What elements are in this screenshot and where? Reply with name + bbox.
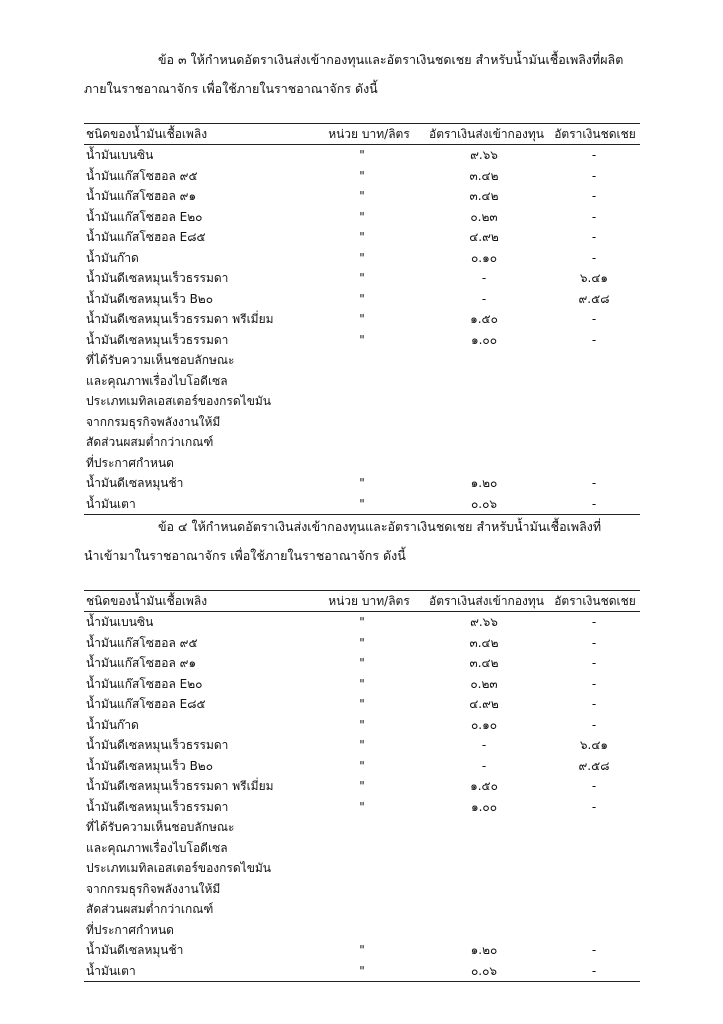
compensation-cell: - (591, 963, 597, 978)
fuel-name-cell: น้ำมันแก๊สโซฮอล E๘๕ (86, 230, 206, 244)
section-4-line-2: นำเข้ามาในราชอาณาจักร เพื่อใช้ภายในราชอาณาจักร ดังนี้ (84, 548, 406, 563)
compensation-cell: - (591, 230, 597, 244)
contribution-cell: ๑.๕๐ (470, 312, 498, 326)
compensation-cell: ๖.๔๑ (579, 738, 609, 752)
compensation-cell: - (591, 656, 597, 670)
table-bottom-rule (84, 981, 640, 982)
contribution-cell: ๐.๐๖ (470, 963, 498, 978)
table-row (84, 248, 640, 269)
table-row (84, 612, 640, 633)
header-compensation: อัตราเงินชดเชย (554, 594, 636, 608)
fuel-name-continuation: ที่ได้รับความเห็นชอบลักษณะ (86, 353, 235, 367)
fuel-name-continuation: และคุณภาพเรื่องไบโอดีเซล (86, 840, 228, 855)
contribution-cell: ๐.๒๓ (470, 676, 498, 691)
fuel-name-cell: น้ำมันเบนซิน (86, 615, 154, 629)
unit-cell: " (359, 291, 365, 306)
contribution-cell: ๐.๑๐ (470, 250, 498, 265)
contribution-cell: ๐.๑๐ (470, 717, 498, 732)
contribution-cell: ๙.๖๖ (470, 615, 498, 629)
fuel-name-continuation: สัดส่วนผสมต่ำกว่าเกณฑ์ (86, 435, 214, 449)
table-body (84, 145, 640, 514)
compensation-cell: - (591, 332, 597, 347)
compensation-cell: - (591, 697, 597, 711)
compensation-cell: - (591, 779, 597, 793)
contribution-cell: - (481, 291, 487, 306)
unit-cell: " (359, 250, 365, 265)
unit-cell: " (359, 476, 365, 490)
table-row (84, 694, 640, 715)
compensation-cell: - (591, 312, 597, 326)
section-3-paragraph (84, 45, 640, 103)
fuel-name-cell: น้ำมันดีเซลหมุนเร็วธรรมดา (86, 332, 229, 347)
fuel-name-cell: น้ำมันดีเซลหมุนเร็วธรรมดา (86, 271, 229, 285)
fuel-name-continuation: จากกรมธุรกิจพลังงานให้มี (86, 414, 221, 429)
compensation-cell: - (591, 476, 597, 490)
contribution-cell: ๓.๔๒ (469, 635, 499, 650)
unit-cell: " (359, 271, 365, 285)
fuel-name-cell: น้ำมันดีเซลหมุนเร็วธรรมดา (86, 799, 229, 814)
contribution-cell: ๑.๐๐ (470, 332, 498, 347)
header-unit: หน่วย บาท/ลิตร (328, 594, 410, 608)
unit-cell: " (359, 656, 365, 670)
contribution-cell: ๑.๐๐ (470, 799, 498, 814)
fuel-name-continuation: จากกรมธุรกิจพลังงานให้มี (86, 881, 221, 896)
table-row (84, 633, 640, 654)
contribution-cell: ๓.๔๒ (469, 168, 499, 183)
header-unit: หน่วย บาท/ลิตร (328, 127, 410, 141)
fuel-name-cell: น้ำมันดีเซลหมุนช้า (86, 943, 184, 957)
table-row (84, 797, 640, 818)
compensation-cell: - (591, 209, 597, 224)
table-header-row (84, 124, 640, 144)
fuel-name-cell: น้ำมันก๊าด (86, 717, 139, 732)
fuel-name-continuation: ที่ประกาศกำหนด (86, 922, 174, 937)
section-3-line-1: ข้อ ๓ ให้กำหนดอัตราเงินส่งเข้ากองทุนและอัตราเงินชดเชย สำหรับน้ำมันเชื้อเพลิงที่ผลิต (158, 52, 624, 67)
compensation-cell: - (591, 676, 597, 691)
table-section-3 (84, 123, 640, 515)
compensation-cell: - (591, 148, 597, 162)
fuel-name-cell: น้ำมันเตา (86, 496, 136, 511)
fuel-name-cell: น้ำมันดีเซลหมุนเร็ว B๒๐ (86, 291, 214, 306)
unit-cell: " (359, 189, 365, 203)
header-contribution: อัตราเงินส่งเข้ากองทุน (428, 594, 545, 608)
unit-cell: " (359, 779, 365, 793)
header-fuel-type: ชนิดของน้ำมันเชื้อเพลิง (86, 594, 208, 608)
fuel-name-continuation: ที่ประกาศกำหนด (86, 455, 174, 470)
table-row (84, 289, 640, 310)
fuel-name-cell: น้ำมันดีเซลหมุนเร็ว B๒๐ (86, 758, 214, 773)
compensation-cell: ๙.๕๘ (578, 758, 610, 773)
compensation-cell: - (591, 635, 597, 650)
table-row (84, 494, 640, 515)
unit-cell: " (359, 148, 365, 162)
compensation-cell: - (591, 717, 597, 732)
contribution-cell: ๑.๒๐ (470, 943, 498, 957)
table-row (84, 473, 640, 494)
table-header-row (84, 591, 640, 611)
contribution-cell: - (481, 271, 487, 285)
section-3-line-2: ภายในราชอาณาจักร เพื่อใช้ภายในราชอาณาจักร ดังนี้ (84, 81, 378, 96)
unit-cell: " (359, 738, 365, 752)
table-row (84, 776, 640, 797)
unit-cell: " (359, 758, 365, 773)
header-contribution: อัตราเงินส่งเข้ากองทุน (428, 127, 545, 141)
fuel-name-cell: น้ำมันดีเซลหมุนเร็วธรรมดา (86, 738, 229, 752)
fuel-name-cell: น้ำมันแก๊สโซฮอล ๙๑ (86, 189, 197, 203)
header-compensation: อัตราเงินชดเชย (554, 127, 636, 141)
header-fuel-type: ชนิดของน้ำมันเชื้อเพลิง (86, 127, 208, 141)
unit-cell: " (359, 676, 365, 691)
table-row (84, 166, 640, 187)
compensation-cell: ๙.๕๘ (578, 291, 610, 306)
contribution-cell: ๓.๔๒ (469, 189, 499, 203)
contribution-cell: ๔.๙๒ (469, 697, 499, 711)
compensation-cell: - (591, 250, 597, 265)
table-row (84, 309, 640, 330)
table-row (84, 674, 640, 695)
fuel-name-continuation: ประเภทเมทิลเอสเตอร์ของกรดไขมัน (86, 394, 272, 408)
table-row (84, 207, 640, 228)
fuel-name-cell: น้ำมันเตา (86, 963, 136, 978)
fuel-name-continuation: ที่ได้รับความเห็นชอบลักษณะ (86, 820, 235, 834)
contribution-cell: ๑.๒๐ (470, 476, 498, 490)
fuel-name-continuation: สัดส่วนผสมต่ำกว่าเกณฑ์ (86, 902, 214, 916)
table-section-4 (84, 590, 640, 982)
unit-cell: " (359, 312, 365, 326)
table-row (84, 715, 640, 736)
fuel-name-cell: น้ำมันก๊าด (86, 250, 139, 265)
unit-cell: " (359, 168, 365, 183)
fuel-name-continuation: ประเภทเมทิลเอสเตอร์ของกรดไขมัน (86, 861, 272, 875)
fuel-name-cell: น้ำมันดีเซลหมุนเร็วธรรมดา พรีเมี่ยม (86, 312, 274, 326)
fuel-name-cell: น้ำมันเบนซิน (86, 148, 154, 162)
table-row (84, 268, 640, 289)
unit-cell: " (359, 332, 365, 347)
unit-cell: " (359, 799, 365, 814)
compensation-cell: - (591, 615, 597, 629)
contribution-cell: ๙.๖๖ (470, 148, 498, 162)
unit-cell: " (359, 209, 365, 224)
table-row (84, 940, 640, 961)
fuel-name-cell: น้ำมันแก๊สโซฮอล E๒๐ (86, 209, 203, 224)
unit-cell: " (359, 963, 365, 978)
compensation-cell: - (591, 168, 597, 183)
table-row (84, 961, 640, 982)
fuel-name-continuation: และคุณภาพเรื่องไบโอดีเซล (86, 373, 228, 388)
unit-cell: " (359, 943, 365, 957)
compensation-cell: - (591, 189, 597, 203)
table-row (84, 145, 640, 166)
table-row (84, 735, 640, 756)
table-row (84, 186, 640, 207)
compensation-cell: - (591, 943, 597, 957)
unit-cell: " (359, 697, 365, 711)
fuel-name-cell: น้ำมันแก๊สโซฮอล ๙๕ (86, 635, 198, 650)
contribution-cell: ๐.๒๓ (470, 209, 498, 224)
contribution-cell: ๓.๔๒ (469, 656, 499, 670)
compensation-cell: - (591, 496, 597, 511)
contribution-cell: ๔.๙๒ (469, 230, 499, 244)
fuel-name-cell: น้ำมันดีเซลหมุนเร็วธรรมดา พรีเมี่ยม (86, 779, 274, 793)
unit-cell: " (359, 615, 365, 629)
unit-cell: " (359, 717, 365, 732)
unit-cell: " (359, 496, 365, 511)
section-4-line-1: ข้อ ๔ ให้กำหนดอัตราเงินส่งเข้ากองทุนและอัตราเงินชดเชย สำหรับน้ำมันเชื้อเพลิงที่ (158, 519, 602, 534)
table-body (84, 612, 640, 981)
fuel-name-cell: น้ำมันแก๊สโซฮอล E๒๐ (86, 676, 203, 691)
unit-cell: " (359, 230, 365, 244)
unit-cell: " (359, 635, 365, 650)
fuel-name-cell: น้ำมันแก๊สโซฮอล E๘๕ (86, 697, 206, 711)
table-row (84, 653, 640, 674)
table-row (84, 227, 640, 248)
fuel-name-cell: น้ำมันแก๊สโซฮอล ๙๕ (86, 168, 198, 183)
table-row (84, 330, 640, 351)
table-row (84, 756, 640, 777)
fuel-name-cell: น้ำมันแก๊สโซฮอล ๙๑ (86, 656, 197, 670)
contribution-cell: - (481, 738, 487, 752)
compensation-cell: - (591, 799, 597, 814)
fuel-name-cell: น้ำมันดีเซลหมุนช้า (86, 476, 184, 490)
compensation-cell: ๖.๔๑ (579, 271, 609, 285)
contribution-cell: ๐.๐๖ (470, 496, 498, 511)
section-4-paragraph (84, 512, 640, 570)
contribution-cell: - (481, 758, 487, 773)
contribution-cell: ๑.๕๐ (470, 779, 498, 793)
